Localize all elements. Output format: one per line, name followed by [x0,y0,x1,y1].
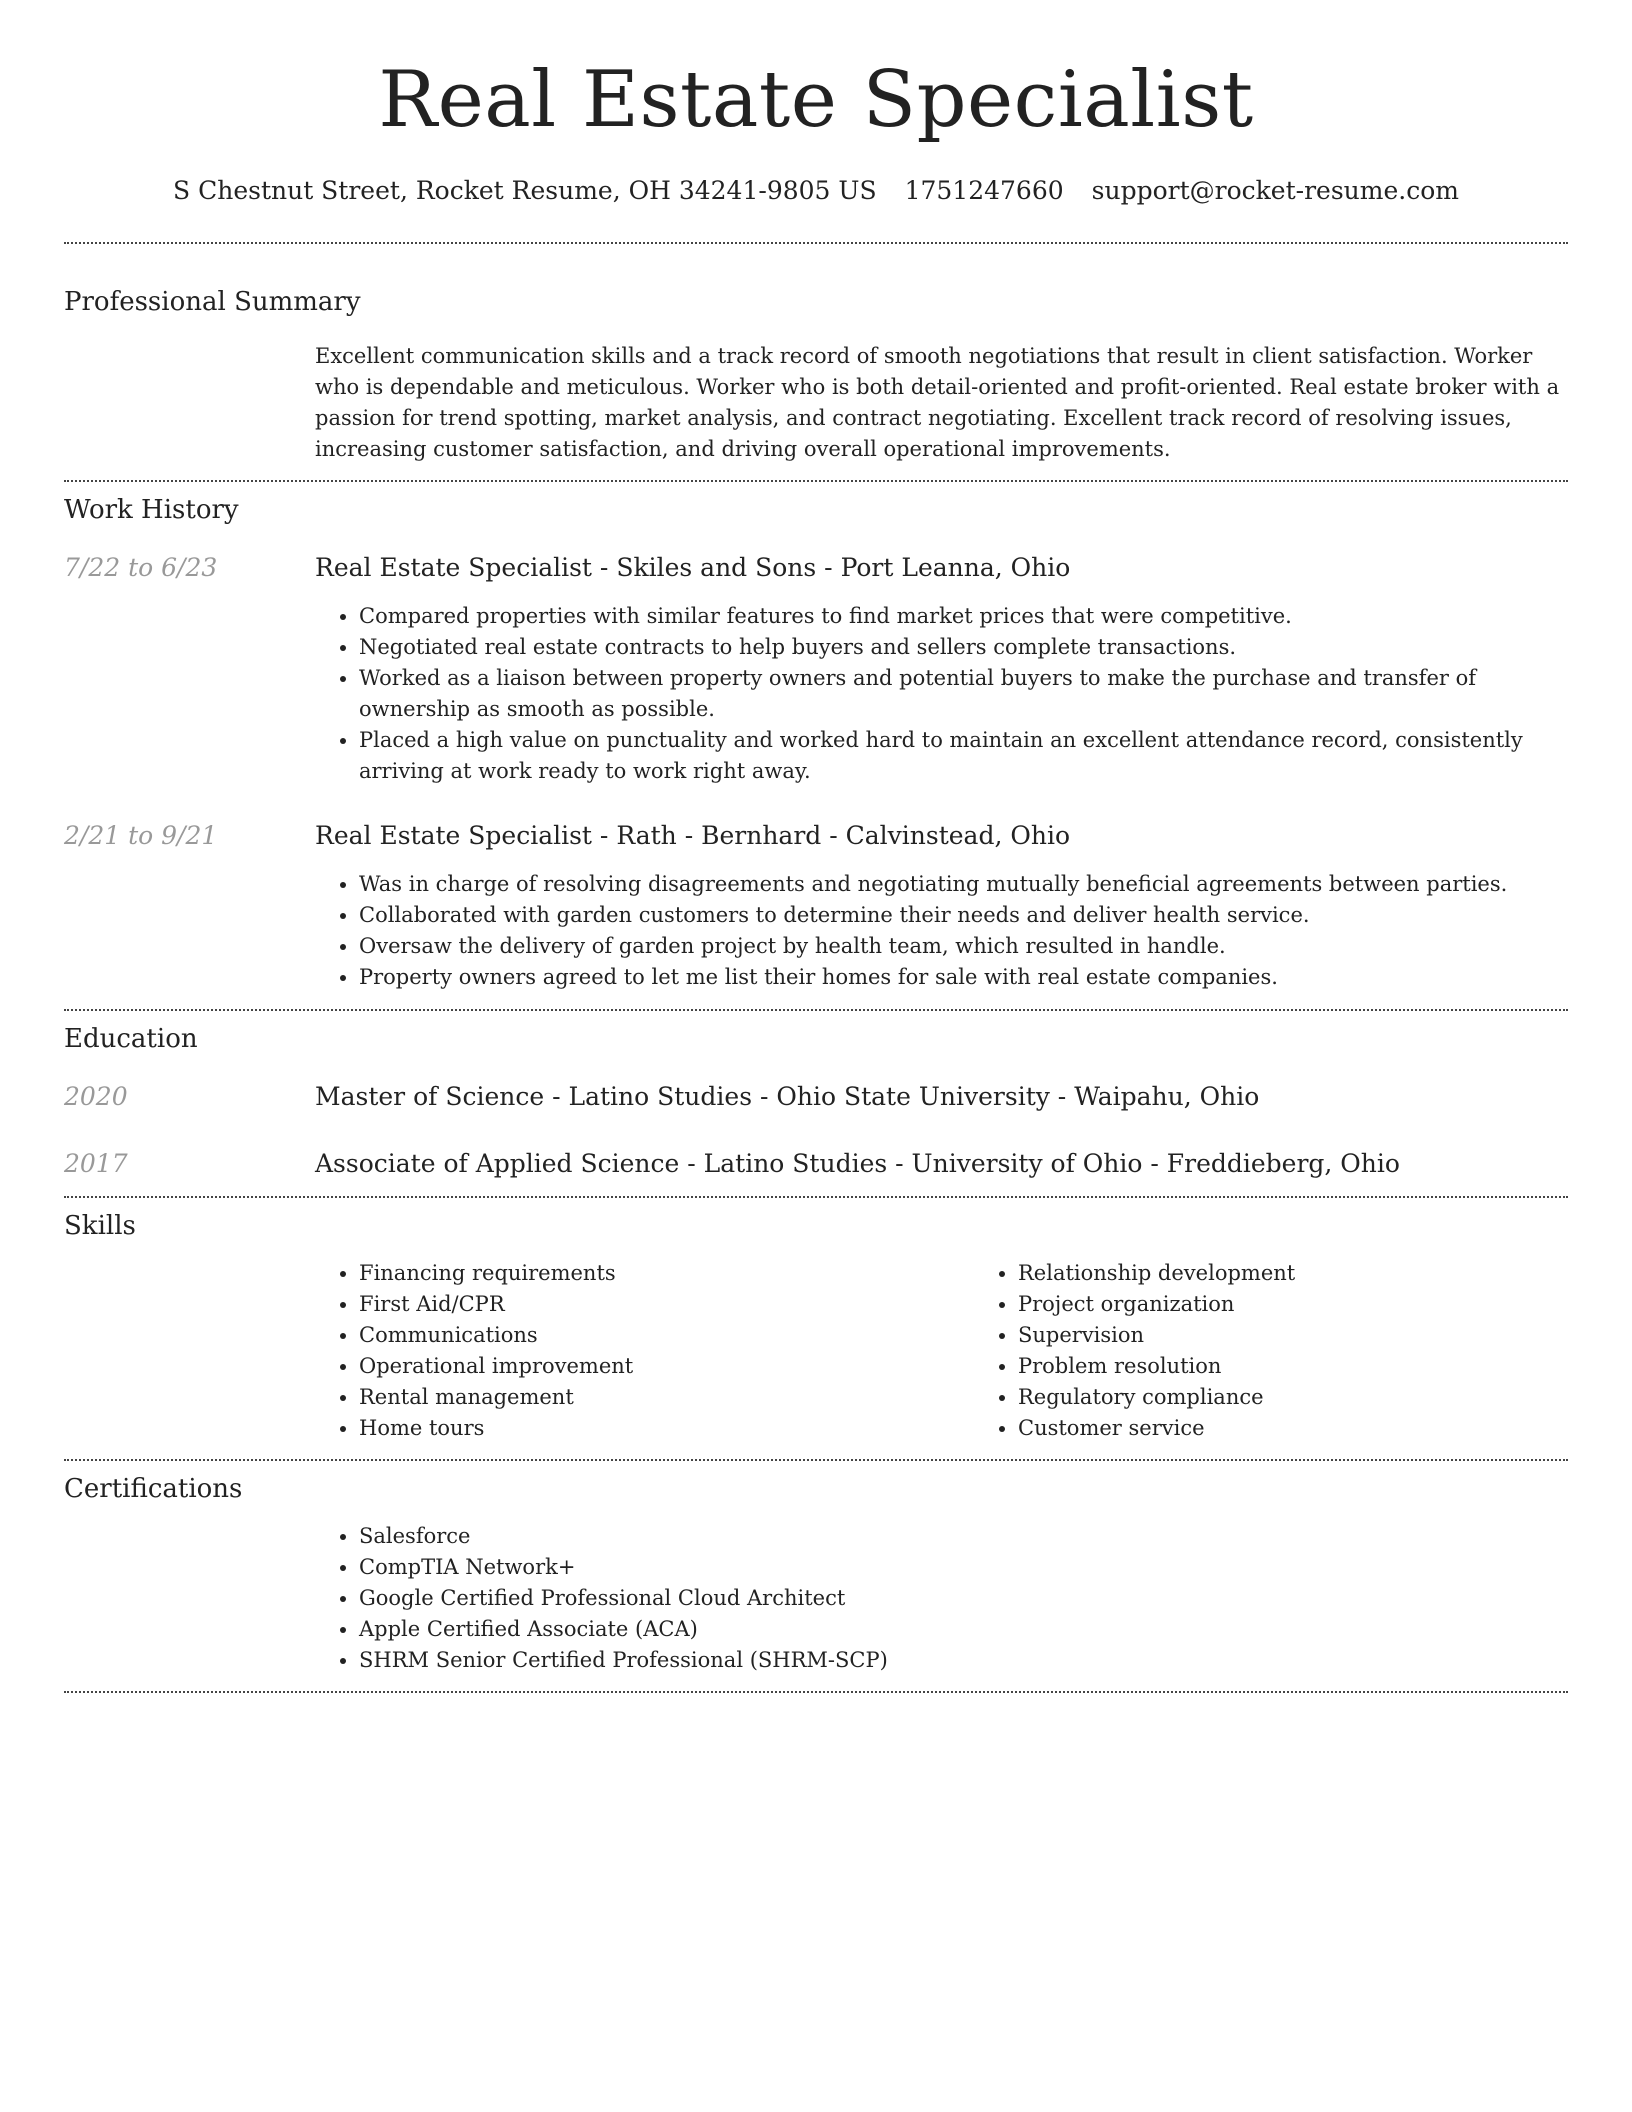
skills-list-left [315,1258,974,1444]
education-title [315,1081,1568,1113]
job-title [315,552,1568,584]
job-entry [64,820,1568,993]
certifications-list [315,1521,1568,1676]
certifications-spacer [64,1521,315,1676]
list-item: • SHRM Senior Certified Professional (SHRM-SCP) [359,1645,1568,1676]
work-section [64,482,1568,993]
divider [64,1691,1568,1693]
list-item: • Problem resolution [1018,1351,1632,1382]
list-item: • Placed a high value on punctuality and worked hard to maintain an excellent attendance record, consistently arriving at work ready to work right away. [359,725,1568,787]
job-entry [64,552,1568,787]
list-item: • CompTIA Network+ [359,1552,1568,1583]
list-item: • Negotiated real estate contracts to help buyers and sellers complete transactions. [359,632,1568,663]
job-bullets [315,601,1568,787]
education-degree: Master of Science - Latino Studies [315,1082,753,1111]
education-title [315,1148,1568,1180]
phone: 1751247660 [904,176,1064,205]
job-role: Real Estate Specialist [315,553,592,582]
summary-section [64,244,1568,465]
job-dates: 2/21 to 9/21 [64,821,218,850]
summary-spacer [64,341,315,465]
skills-section [64,1198,1568,1444]
contact-line [64,176,1568,206]
list-item: • Regulatory compliance [1018,1382,1632,1413]
list-item: • Home tours [359,1413,974,1444]
list-item: • Collaborated with garden customers to determine their needs and deliver health service. [359,900,1568,931]
email: support@rocket-resume.com [1091,176,1459,205]
job-role: Real Estate Specialist [315,821,592,850]
education-entry [64,1081,1568,1113]
job-dates: 7/22 to 6/23 [64,553,218,582]
certifications-section [64,1461,1568,1676]
education-school: - Ohio State University - Waipahu, Ohio [752,1082,1260,1111]
address: S Chestnut Street, Rocket Resume, OH 34241-9805 US [173,176,877,205]
list-item: • Compared properties with similar features to find market prices that were competitive. [359,601,1568,632]
section-title-work: Work History [64,495,239,525]
skills-spacer [64,1258,315,1444]
education-section [64,1011,1568,1180]
education-entry [64,1148,1568,1180]
list-item: • Financing requirements [359,1258,974,1289]
resume-page [64,0,1568,1693]
list-item: • Relationship development [1018,1258,1632,1289]
section-title-education: Education [64,1024,198,1054]
list-item: • Google Certified Professional Cloud Architect [359,1583,1568,1614]
list-item: • Worked as a liaison between property owners and potential buyers to make the purchase and transfer of ownership as smooth as possible. [359,663,1568,725]
resume-name: Real Estate Specialist [378,55,1254,145]
list-item: • Communications [359,1320,974,1351]
list-item: • Apple Certified Associate (ACA) [359,1614,1568,1645]
job-employer: - Skiles and Sons - Port Leanna, Ohio [591,553,1071,582]
list-item: • Supervision [1018,1320,1632,1351]
summary-text: Excellent communication skills and a track record of smooth negotiations that result in client satisfaction. Worker who is dependable and meticulous. Worker who is both detail-oriented and profit-oriented. Real estate broker with a passion for trend spotting, market analysis, and contract negotiating. Excellent track record of resolving issues, increasing customer satisfaction, and driving overall operational improvements. [315,344,1560,461]
list-item: • Oversaw the delivery of garden project by health team, which resulted in handle. [359,931,1568,962]
section-title-certifications: Certifications [64,1474,243,1504]
list-item: • Salesforce [359,1521,1568,1552]
section-title-summary: Professional Summary [64,287,361,317]
job-bullets [315,869,1568,993]
job-employer: - Rath - Bernhard - Calvinstead, Ohio [591,821,1070,850]
list-item: • Operational improvement [359,1351,974,1382]
job-title [315,820,1568,852]
list-item: • First Aid/CPR [359,1289,974,1320]
skills-list-right [974,1258,1632,1444]
list-item: • Rental management [359,1382,974,1413]
education-school: - University of Ohio - Freddieberg, Ohio [887,1149,1400,1178]
education-year: 2017 [64,1149,128,1178]
list-item: • Customer service [1018,1413,1632,1444]
list-item: • Project organization [1018,1289,1632,1320]
education-year: 2020 [64,1082,128,1111]
education-degree: Associate of Applied Science - Latino Studies [315,1149,888,1178]
list-item: • Was in charge of resolving disagreements and negotiating mutually beneficial agreements between parties. [359,869,1568,900]
list-item: • Property owners agreed to let me list their homes for sale with real estate companies. [359,962,1568,993]
section-title-skills: Skills [64,1211,136,1241]
